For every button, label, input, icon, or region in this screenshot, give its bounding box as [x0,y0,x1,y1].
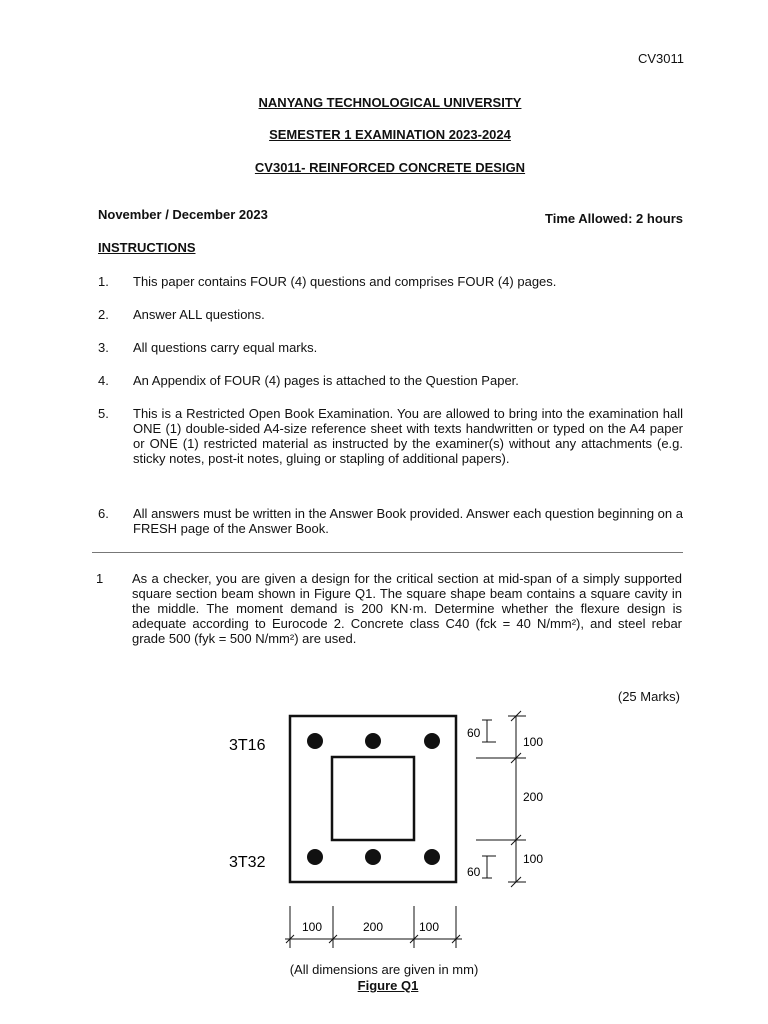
instruction-number: 5. [98,406,109,421]
semester-title: SEMESTER 1 EXAMINATION 2023-2024 [269,127,511,142]
question-marks: (25 Marks) [617,689,680,704]
instruction-text: This is a Restricted Open Book Examination. You are allowed to bring into the examination hall ONE (1) double-sided A4-size reference sheet with texts handwritten or typed on the A4 paper or ONE (1) restricted material as instructed by the examiner(s) without any attachments (e.g. sticky notes, post-it notes, gluing or stapling of additional papers). [133,406,683,466]
instruction-text: This paper contains FOUR (4) questions and comprises FOUR (4) pages. [133,274,557,289]
cavity-outline [332,757,414,840]
dim-left: 100 [302,920,323,934]
instruction-text: An Appendix of FOUR (4) pages is attached to the Question Paper. [133,373,519,388]
course-code: CV3011 [637,51,684,66]
dim-top-cover: 60 [467,726,481,740]
instruction-number: 1. [98,274,109,289]
dim-top: 100 [523,735,544,749]
time-allowed: Time Allowed: 2 hours [545,211,683,226]
top-rebar-label: 3T16 [229,737,266,754]
instruction-number: 2. [98,307,109,322]
dim-bottom: 100 [523,852,544,866]
question-text: As a checker, you are given a design for the critical section at mid-span of a simply supported square section beam shown in Figure Q1. The square shape beam contains a square cavity in the middle. The moment demand is 200 KN·m. Determine whether the flexure design is adequate according to Eurocode 2. Concrete class C40 (fck = 40 N/mm²), and steel rebar grade 500 (fyk = 500 N/mm²) are used. [132,571,682,646]
rebar-top [424,733,440,749]
dim-center: 200 [363,920,384,934]
question-number: 1 [96,571,104,586]
vertical-dimension-lines [476,711,526,887]
rebar-bottom [307,849,323,865]
instructions-title: INSTRUCTIONS [98,240,196,255]
instruction-number: 6. [98,506,109,521]
university-name: NANYANG TECHNOLOGICAL UNIVERSITY [258,95,522,110]
bottom-rebar-label: 3T32 [229,854,266,871]
instruction-number: 3. [98,340,109,355]
dim-bottom-cover: 60 [467,865,481,879]
dim-middle: 200 [523,790,544,804]
rebar-top [307,733,323,749]
instruction-text: All answers must be written in the Answer Book provided. Answer each question beginning on a FRESH page of the Answer Book. [133,506,683,536]
rebar-top [365,733,381,749]
dim-right: 100 [419,920,440,934]
figure-title: Figure Q1 [357,978,419,993]
instruction-text: Answer ALL questions. [133,307,265,322]
exam-date: November / December 2023 [98,207,268,222]
instruction-number: 4. [98,373,109,388]
course-title: CV3011- REINFORCED CONCRETE DESIGN [254,160,526,175]
rebar-bottom [424,849,440,865]
instruction-text: All questions carry equal marks. [133,340,318,355]
figure-caption: (All dimensions are given in mm) [289,962,479,977]
rebar-bottom [365,849,381,865]
